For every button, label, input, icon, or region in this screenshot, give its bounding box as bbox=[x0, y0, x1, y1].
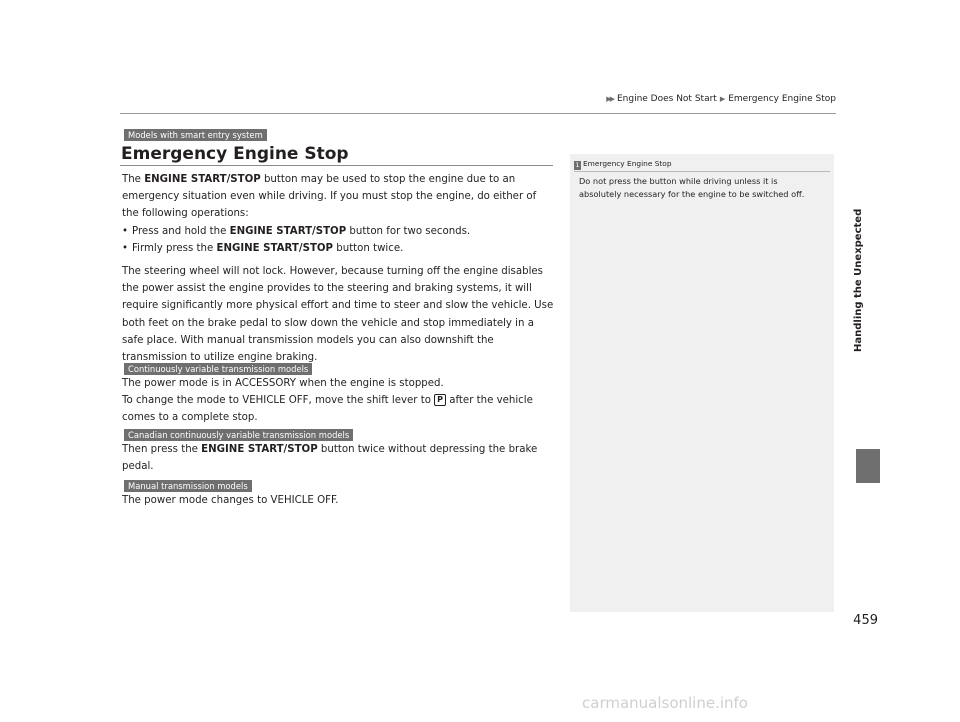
page-number: 459 bbox=[853, 613, 878, 628]
manual-paragraph: The power mode changes to VEHICLE OFF. bbox=[122, 495, 339, 506]
side-note-divider bbox=[574, 171, 830, 172]
tag-cvt: Continuously variable transmission models bbox=[124, 363, 312, 375]
watermark: carmanualsonline.info bbox=[582, 694, 748, 712]
reference-number-icon: 1 bbox=[575, 161, 580, 169]
tag-manual: Manual transmission models bbox=[124, 480, 252, 492]
title-divider bbox=[120, 165, 553, 166]
button-name: ENGINE START/STOP bbox=[144, 174, 261, 185]
tag-smart-entry: Models with smart entry system bbox=[124, 129, 267, 141]
chapter-tab-marker bbox=[856, 449, 880, 483]
list-item: • Firmly press the ENGINE START/STOP button twice. bbox=[122, 240, 554, 257]
breadcrumb-current: Emergency Engine Stop bbox=[728, 94, 836, 104]
header-divider bbox=[120, 113, 836, 114]
section-title: Emergency Engine Stop bbox=[121, 144, 349, 164]
arrow-icon: ▶ bbox=[719, 95, 726, 103]
bullet-icon: • bbox=[122, 225, 129, 237]
chapter-tab-label: Handling the Unexpected bbox=[853, 208, 864, 352]
breadcrumb-parent[interactable]: Engine Does Not Start bbox=[616, 94, 717, 104]
canadian-paragraph: Then press the ENGINE START/STOP button twice without depressing the brake pedal. bbox=[122, 444, 538, 473]
side-note bbox=[570, 154, 834, 612]
breadcrumb bbox=[580, 94, 836, 104]
tag-canadian-cvt: Canadian continuously variable transmission models bbox=[124, 429, 353, 441]
steering-paragraph: The steering wheel will not lock. However, because turning off the engine disables the power assist the engine provides to the steering and braking systems, it will require significantly more physical effort and time to steer and slow the vehicle. Use both feet on the brake pedal to slow down the vehicle and stop immediately in a safe place. With manual transmission models you can also downshift the transmission to utilize engine braking. bbox=[122, 266, 554, 364]
cvt-paragraph: The power mode is in ACCESSORY when the engine is stopped. To change the mode to VEHICLE OFF, move the shift lever to P after the vehicle comes to a complete stop. bbox=[122, 378, 533, 424]
side-note-body: Do not press the button while driving unless it is absolutely necessary for the engine to be switched off. bbox=[579, 176, 805, 200]
intro-paragraph: The ENGINE START/STOP button may be used to stop the engine due to an emergency situation even while driving. If you must stop the engine, do either of the following operations: • Press and hold the ENGINE START/STOP button for two seconds. • Firmly press the ENGINE START/STOP button twice. bbox=[122, 171, 554, 257]
side-note-heading: 1 Emergency Engine Stop bbox=[575, 159, 672, 169]
double-arrow-icon: ▶▶ bbox=[606, 95, 613, 103]
list-item: • Press and hold the ENGINE START/STOP button for two seconds. bbox=[122, 223, 554, 240]
gear-p-icon: P bbox=[434, 394, 446, 406]
bullet-icon: • bbox=[122, 242, 129, 254]
